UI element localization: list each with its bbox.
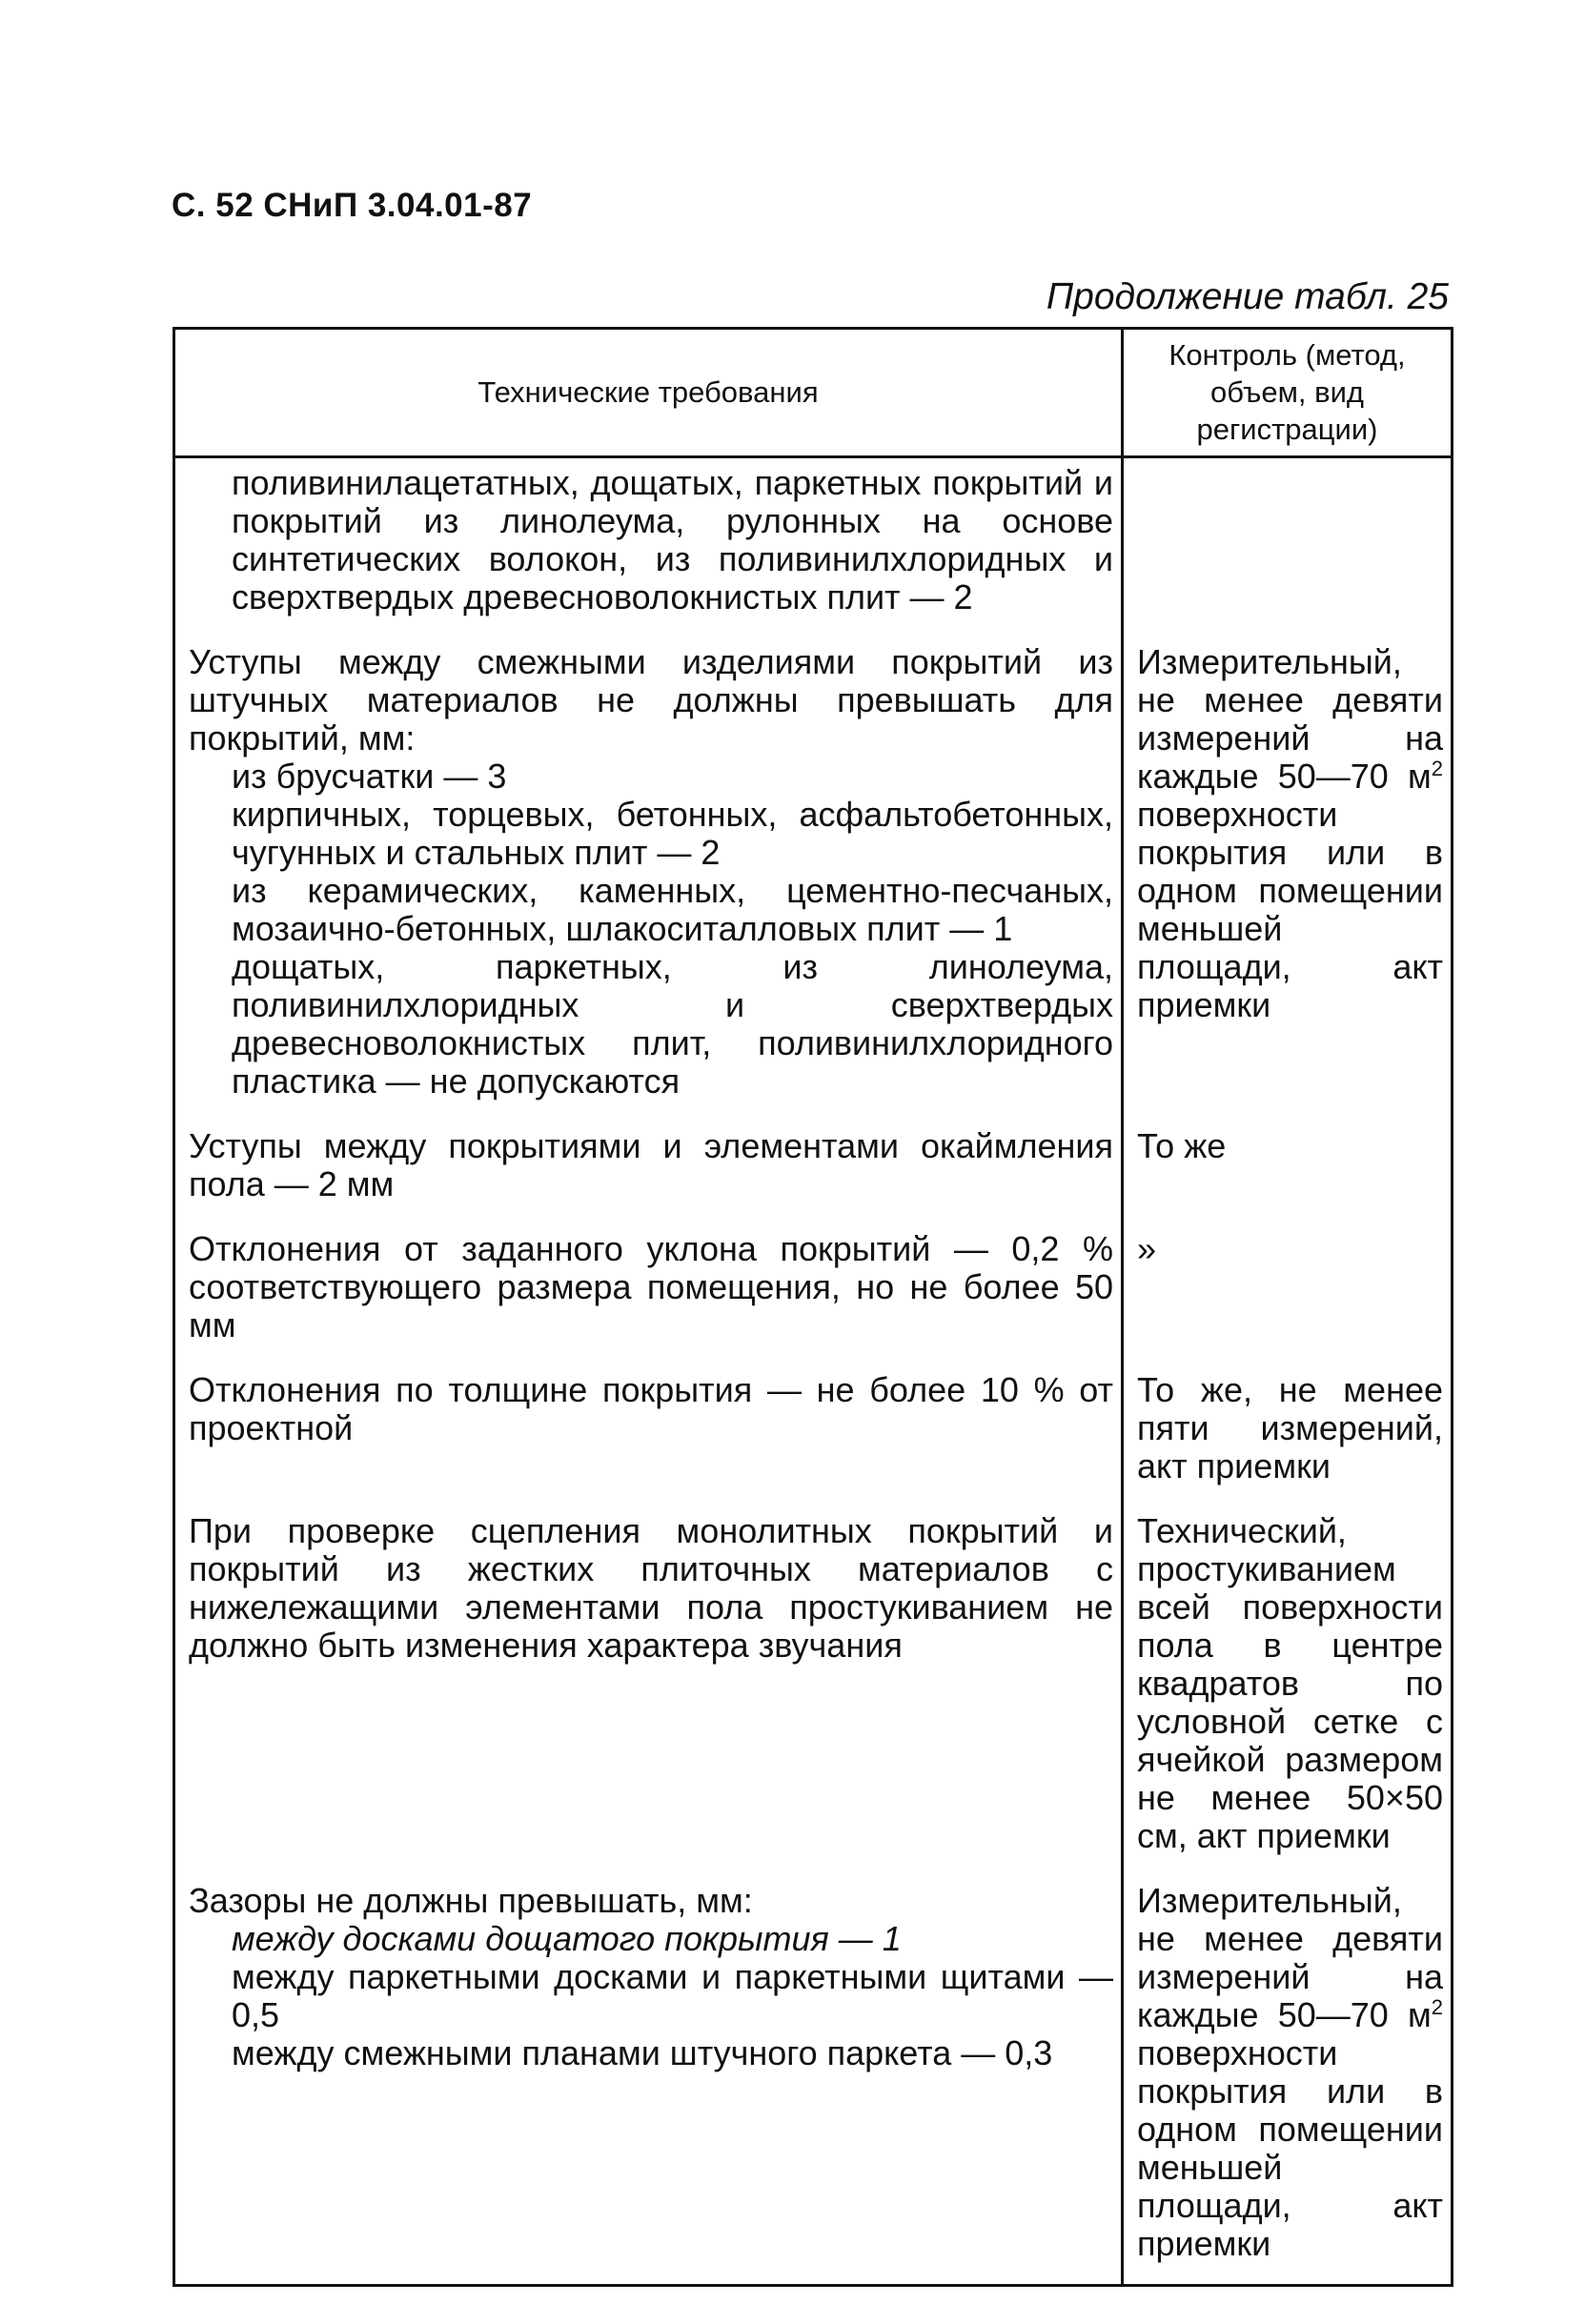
- requirement-text: поливинилацетатных, дощатых, паркетных покрытий и покрытий из линолеума, рулонных на основе синтетических волокон, из поливинилхлоридных и сверхтвердых древесноволокнистых плит — 2: [232, 463, 1113, 617]
- superscript: 2: [1431, 757, 1443, 781]
- table-row: [174, 637, 1453, 1122]
- control-cell: Технический, простукиванием всей поверхности пола в центре квадратов по условной сетке с ячейкой размером не менее 50×50 см, акт приемки: [1123, 1506, 1453, 1876]
- table-row: [174, 457, 1453, 638]
- requirement-item: между досками дощатого покрытия — 1: [232, 1919, 902, 1959]
- requirement-cell: [174, 637, 1123, 1122]
- requirement-cell: Отклонения от заданного уклона покрытий — 0,2 % соответствующего размера помещения, но не более 50 мм: [174, 1224, 1123, 1365]
- page-header: С. 52 СНиП 3.04.01-87: [172, 187, 533, 224]
- table-header-row: [174, 329, 1453, 457]
- requirements-table: [173, 327, 1453, 2287]
- column-header-requirements: Технические требования: [174, 329, 1123, 457]
- table-row: [174, 1876, 1453, 2286]
- requirement-item: кирпичных, торцевых, бетонных, асфальтобетонных, чугунных и стальных плит — 2: [232, 795, 1113, 873]
- table-row: [174, 1365, 1453, 1506]
- requirement-cell: При проверке сцепления монолитных покрытий и покрытий из жестких плиточных материалов с нижележащими элементами пола простукиванием не должно быть изменения характера звучания: [174, 1506, 1123, 1876]
- superscript: 2: [1431, 1995, 1443, 2020]
- column-header-control: Контроль (метод, объем, вид регистрации): [1123, 329, 1453, 457]
- table-continuation-label: Продолжение табл. 25: [1046, 276, 1449, 317]
- control-text: Измерительный, не менее девяти измерений на каждые 50—70 м: [1137, 1881, 1443, 2035]
- requirement-item: между паркетными досками и паркетными щитами — 0,5: [232, 1957, 1113, 2035]
- control-cell: [1123, 637, 1453, 1122]
- control-text: поверхности покрытия или в одном помещении меньшей площади, акт приемки: [1137, 795, 1443, 1025]
- control-cell: [1123, 457, 1453, 638]
- control-cell: [1123, 1876, 1453, 2286]
- requirement-item: из керамических, каменных, цементно-песчаных, мозаично-бетонных, шлакоситалловых плит — 1: [232, 871, 1113, 949]
- control-text: поверхности покрытия или в одном помещении меньшей площади, акт приемки: [1137, 2033, 1443, 2264]
- requirement-item: дощатых, паркетных, из линолеума, поливинилхлоридных и сверхтвердых древесноволокнистых плит, поливинилхлоридного пластика — не допускаются: [232, 947, 1113, 1101]
- requirement-intro: Уступы между смежными изделиями покрытий из штучных материалов не должны превышать для покрытий, мм:: [189, 642, 1113, 758]
- requirement-intro: Зазоры не должны превышать, мм:: [189, 1881, 753, 1921]
- requirement-cell: [174, 457, 1123, 638]
- table-row: [174, 1224, 1453, 1365]
- requirement-cell: Отклонения по толщине покрытия — не более 10 % от проектной: [174, 1365, 1123, 1506]
- control-cell: »: [1123, 1224, 1453, 1365]
- requirement-cell: [174, 1876, 1123, 2286]
- table-row: [174, 1506, 1453, 1876]
- control-cell: То же, не менее пяти измерений, акт приемки: [1123, 1365, 1453, 1506]
- requirement-item: между смежными планами штучного паркета — 0,3: [232, 2033, 1053, 2073]
- requirement-item: из брусчатки — 3: [232, 757, 507, 797]
- requirement-cell: Уступы между покрытиями и элементами окаймления пола — 2 мм: [174, 1122, 1123, 1224]
- control-text: Измерительный, не менее девяти измерений на каждые 50—70 м: [1137, 642, 1443, 797]
- table-row: [174, 1122, 1453, 1224]
- control-cell: То же: [1123, 1122, 1453, 1224]
